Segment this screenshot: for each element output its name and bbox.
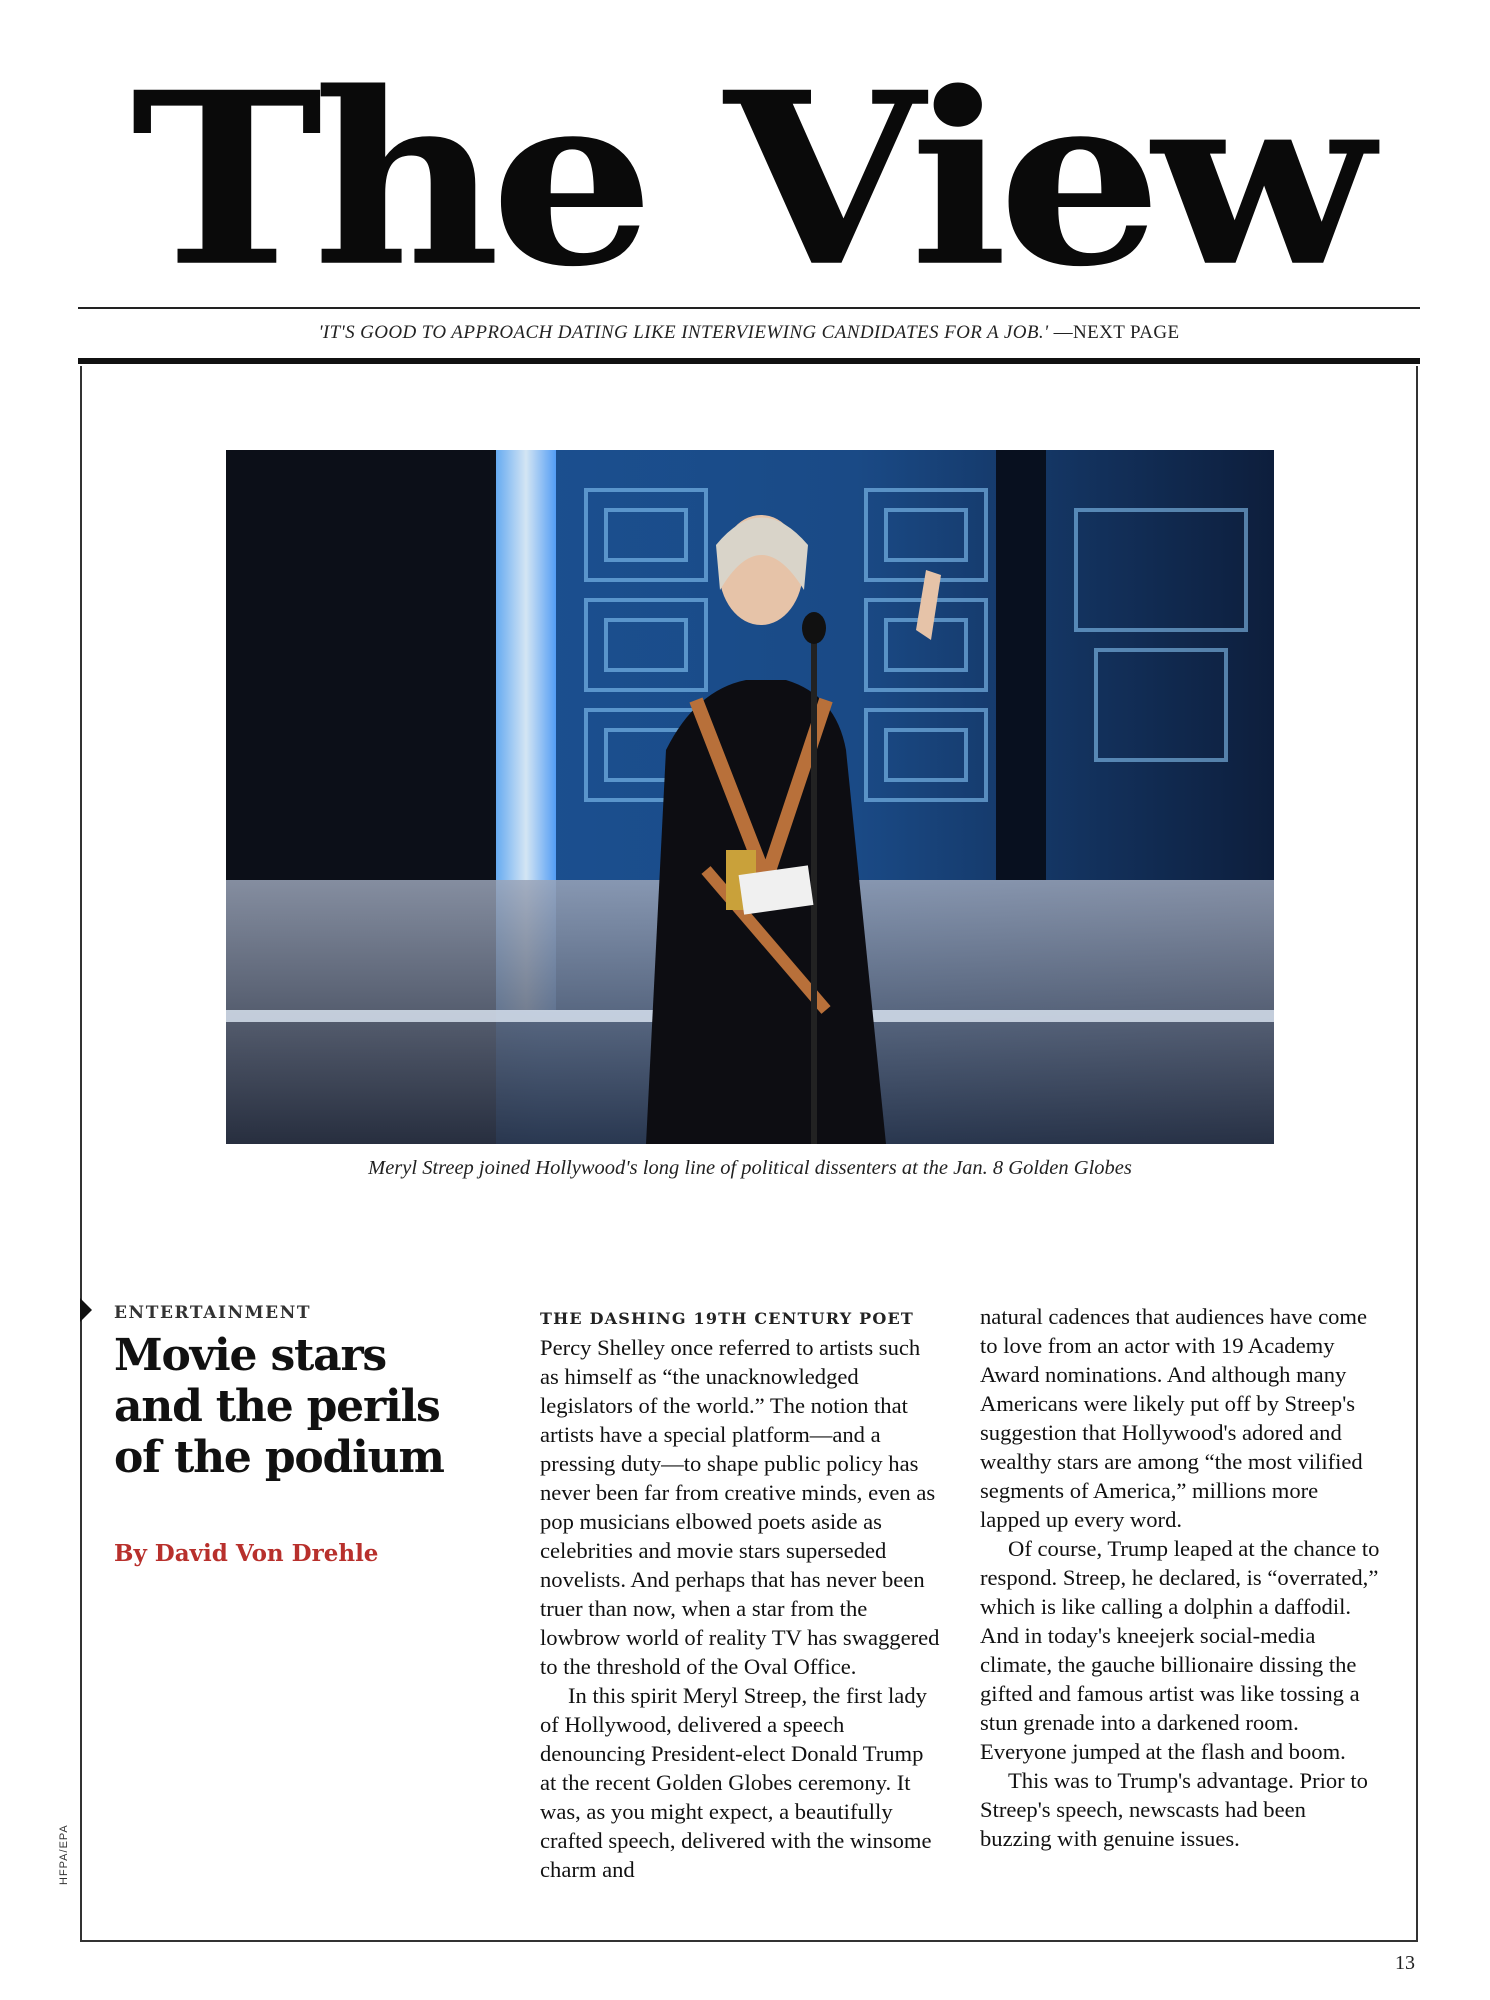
lead-in: THE DASHING 19TH CENTURY POET bbox=[540, 1309, 915, 1328]
paragraph-1-text: Percy Shelley once referred to artists such as himself as “the unacknowledged legislators of the world.” The notion that artists have a special platform—and a pressing duty—to shape public policy has never been far from creative minds, even as pop musicians elbowed poets aside as celebrities and movie stars superseded novelists. And perhaps that has never been truer than now, when a star from the lowbrow world of reality TV has swaggered to the threshold of the Oval Office. bbox=[540, 1335, 940, 1679]
paragraph-1 bbox=[540, 1302, 940, 1681]
tagline bbox=[78, 322, 1420, 344]
page-number: 13 bbox=[1395, 1952, 1415, 1974]
article-column-1 bbox=[540, 1302, 940, 1884]
article-column-2 bbox=[980, 1302, 1380, 1853]
section-label: ENTERTAINMENT bbox=[114, 1303, 312, 1323]
masthead-title: The View bbox=[130, 65, 1365, 295]
article-headline: Movie stars and the perils of the podium bbox=[114, 1330, 444, 1483]
paragraph-4: This was to Trump's advantage. Prior to Streep's speech, newscasts had been buzzing with genuine issues. bbox=[980, 1768, 1368, 1851]
article-byline: By David Von Drehle bbox=[114, 1540, 379, 1567]
tagline-quote: 'IT'S GOOD TO APPROACH DATING LIKE INTERVIEWING CANDIDATES FOR A JOB.' bbox=[318, 322, 1049, 343]
tagline-next-page: —NEXT PAGE bbox=[1048, 322, 1180, 343]
paragraph-3: Of course, Trump leaped at the chance to respond. Streep, he declared, is “overrated,” which is like calling a dolphin a daffodil. And in today's kneejerk social-media climate, the gauche billionaire dissing the gifted and famous artist was like tossing a stun grenade into a darkened room. Everyone jumped at the flash and boom. bbox=[980, 1536, 1380, 1764]
photo-credit: HFPA/EPA bbox=[58, 1824, 70, 1885]
article-photo bbox=[226, 450, 1274, 1144]
section-rule bbox=[78, 358, 1420, 364]
paragraph-2: In this spirit Meryl Streep, the first lady of Hollywood, delivered a speech denouncing President-elect Donald Trump at the recent Golden Globes ceremony. It was, as you might expect, a beautifully crafted speech, delivered with the winsome charm and bbox=[540, 1683, 932, 1882]
photo-caption: Meryl Streep joined Hollywood's long line of political dissenters at the Jan. 8 Golden Globes bbox=[368, 1157, 1132, 1179]
masthead-rule bbox=[78, 307, 1420, 309]
paragraph-2-continued: natural cadences that audiences have come to love from an actor with 19 Academy Award nominations. And although many Americans were likely put off by Streep's suggestion that Hollywood's adored and wealthy stars are among “the most vilified segments of America,” millions more lapped up every word. bbox=[980, 1304, 1368, 1532]
section-marker bbox=[80, 1298, 92, 1322]
